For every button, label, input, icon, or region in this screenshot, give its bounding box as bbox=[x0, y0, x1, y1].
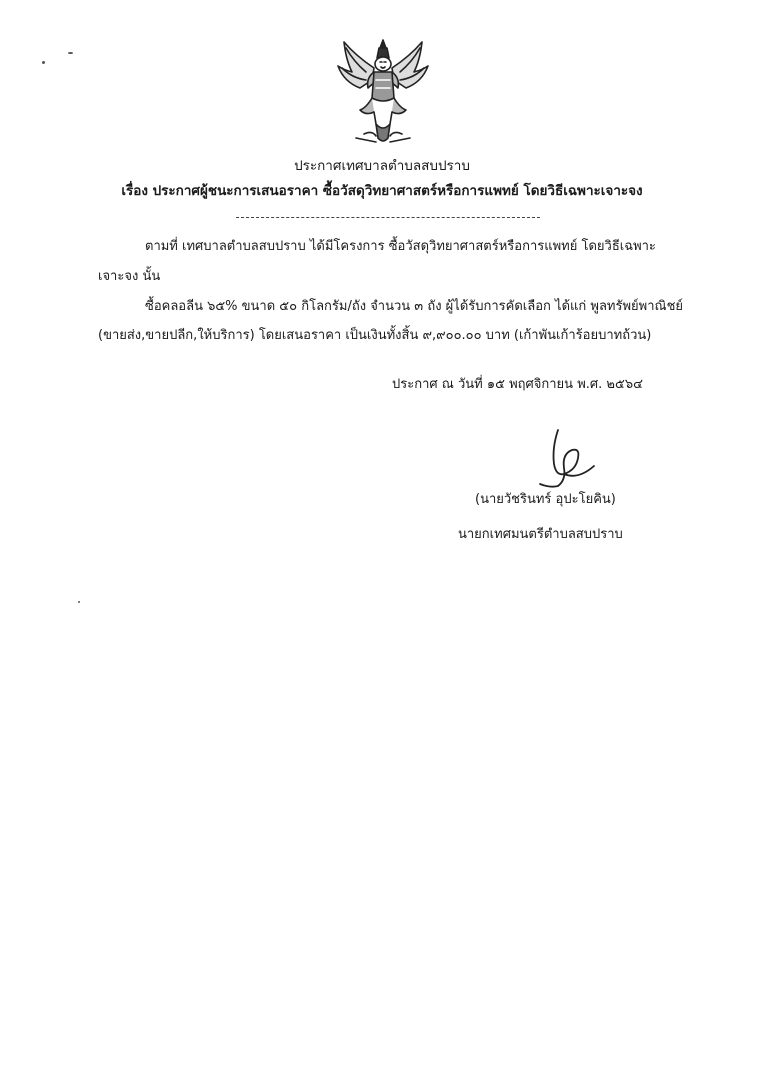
scan-speck bbox=[42, 61, 45, 64]
announcement-title: ประกาศเทศบาลตำบลสบปราบ bbox=[294, 158, 470, 174]
paragraph-2-line-1: ซื้อคลอลีน ๖๕% ขนาด ๕๐ กิโลกรัม/ถัง จำนวน ๓ ถัง ผู้ได้รับการคัดเลือก ได้แก่ พูลทรัพย์พาณิชย์ bbox=[145, 299, 684, 314]
paragraph-2-line-2: (ขายส่ง,ขายปลีก,ให้บริการ) โดยเสนอราคา เป็นเงินทั้งสิ้น ๙,๙๐๐.๐๐ บาท (เก้าพันเก้าร้อยบาทถ้วน) bbox=[98, 328, 652, 343]
scan-speck bbox=[78, 601, 80, 603]
signer-position: นายกเทศมนตรีตำบลสบปราบ bbox=[458, 527, 623, 542]
paragraph-1-line-2: เจาะจง นั้น bbox=[98, 269, 161, 284]
garuda-emblem-icon bbox=[336, 38, 430, 146]
scan-speck bbox=[68, 52, 73, 54]
announcement-subject: เรื่อง ประกาศผู้ชนะการเสนอราคา ซื้อวัสดุวิทยาศาสตร์หรือการแพทย์ โดยวิธีเฉพาะเจาะจง bbox=[121, 183, 643, 199]
announcement-date: ประกาศ ณ วันที่ ๑๕ พฤศจิกายน พ.ศ. ๒๕๖๔ bbox=[392, 377, 643, 392]
signer-name: (นายวัชรินทร์ อุปะโยคิน) bbox=[475, 492, 616, 507]
paragraph-1-line-1: ตามที่ เทศบาลตำบลสบปราบ ได้มีโครงการ ซื้อวัสดุวิทยาศาสตร์หรือการแพทย์ โดยวิธีเฉพาะ bbox=[145, 239, 656, 254]
divider-line bbox=[236, 217, 540, 218]
handwritten-signature bbox=[528, 424, 598, 490]
